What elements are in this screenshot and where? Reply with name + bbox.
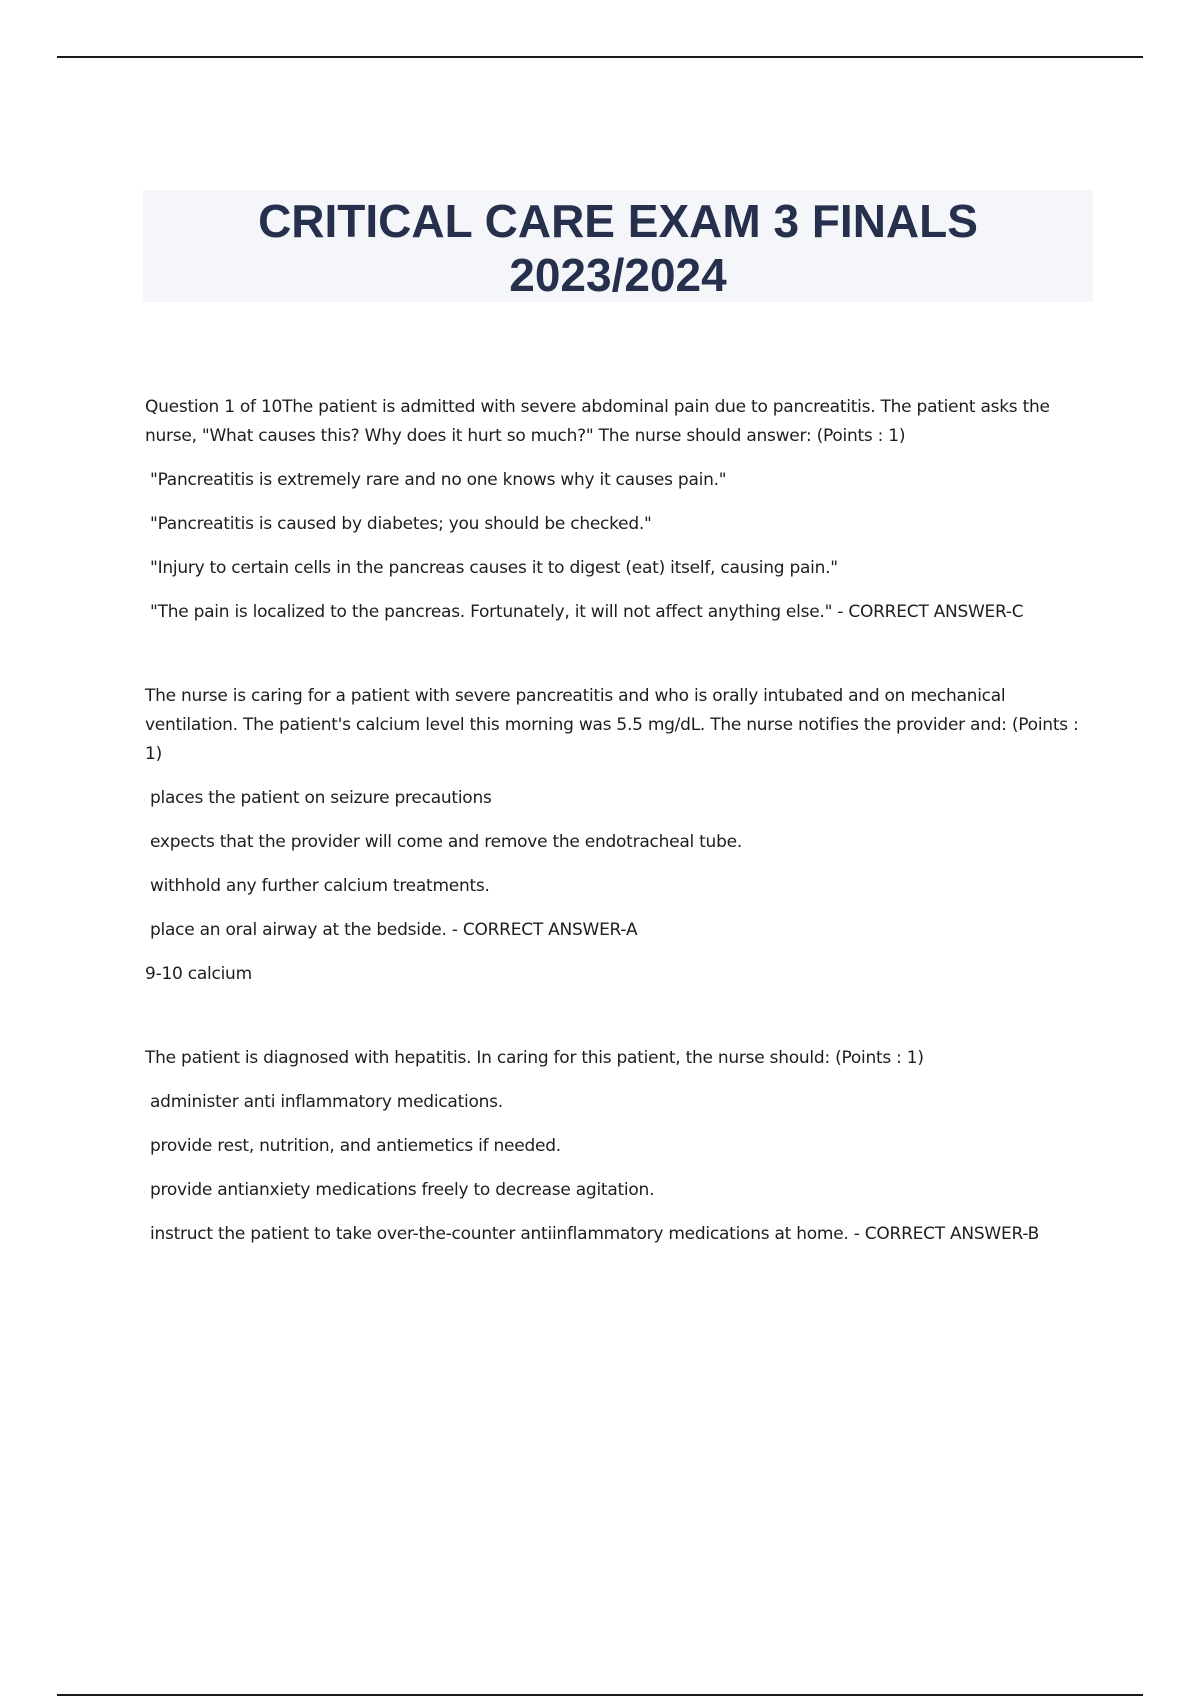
question-text: The patient is diagnosed with hepatitis. In caring for this patient, the nurse should: (Points : 1) — [145, 1048, 924, 1068]
document-body — [145, 393, 1091, 1264]
question-2 — [145, 682, 1091, 989]
answer-option-c: withhold any further calcium treatments. — [150, 876, 490, 896]
answer-option-c: provide antianxiety medications freely to decrease agitation. — [150, 1180, 655, 1200]
question-text: Question 1 of 10The patient is admitted with severe abdominal pain due to pancreatitis. The patient asks the nurse, "What causes this? Why does it hurt so much?" The nurse should answer: (Points : 1) — [145, 397, 1050, 446]
answer-option-a: administer anti inflammatory medications. — [150, 1092, 503, 1112]
question-1 — [145, 393, 1091, 627]
answer-option-b: expects that the provider will come and remove the endotracheal tube. — [150, 832, 742, 852]
answer-option-a: "Pancreatitis is extremely rare and no one knows why it causes pain." — [150, 470, 727, 490]
answer-option-d: place an oral airway at the bedside. - CORRECT ANSWER-A — [150, 920, 638, 940]
answer-option-b: "Pancreatitis is caused by diabetes; you should be checked." — [150, 514, 652, 534]
answer-option-d: "The pain is localized to the pancreas. Fortunately, it will not affect anything else." - CORRECT ANSWER-C — [150, 602, 1024, 622]
question-3 — [145, 1044, 1091, 1249]
answer-option-c: "Injury to certain cells in the pancreas causes it to digest (eat) itself, causing pain." — [150, 558, 838, 578]
answer-note: 9-10 calcium — [145, 964, 252, 984]
question-text: The nurse is caring for a patient with severe pancreatitis and who is orally intubated and on mechanical ventilation. The patient's calcium level this morning was 5.5 mg/dL. The nurse notifies the provider and: (Points : 1) — [145, 686, 1079, 764]
title-line-2: 2023/2024 — [509, 249, 727, 301]
top-rule — [57, 56, 1143, 58]
bottom-rule — [57, 1694, 1143, 1696]
title-line-1: CRITICAL CARE EXAM 3 FINALS — [258, 195, 978, 247]
answer-option-a: places the patient on seizure precautions — [150, 788, 492, 808]
answer-option-b: provide rest, nutrition, and antiemetics if needed. — [150, 1136, 561, 1156]
title-banner — [143, 190, 1093, 302]
document-title — [143, 190, 1093, 302]
answer-option-d: instruct the patient to take over-the-counter antiinflammatory medications at home. - CORRECT ANSWER-B — [150, 1224, 1040, 1244]
